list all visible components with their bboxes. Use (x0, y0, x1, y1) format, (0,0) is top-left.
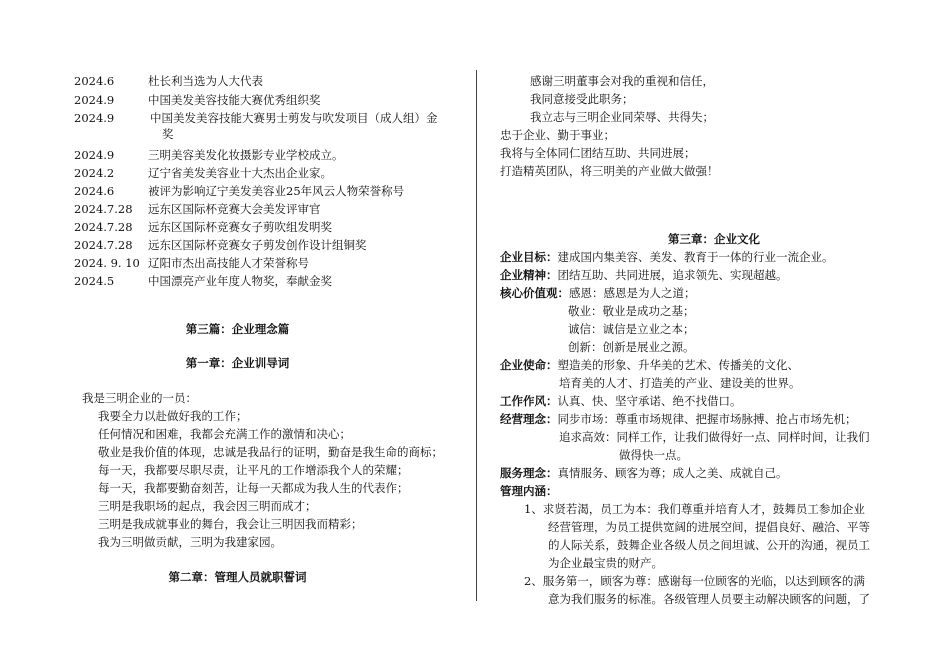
style-text: 认真、快、坚守承诺、绝不找借口。 (557, 394, 742, 408)
motto-line: 我为三明做贡献，三明为我建家园。 (98, 535, 282, 549)
biz-line: 追求高效：同样工作，让我们做得好一点、同样时间，让我们 (559, 430, 870, 444)
value-item: 感恩：感恩是为人之道； (569, 286, 696, 300)
motto-line: 三明是我成就事业的舞台，我会让三明因我而精彩； (98, 517, 363, 531)
oath-line: 打造精英团队，将三明美的产业做大做强！ (500, 164, 719, 178)
mission-label: 企业使命： (500, 358, 558, 372)
mission-line: 塑造美的形象、升华美的艺术、传播美的文化、 (557, 358, 799, 372)
timeline-date: 2024.7.28 (74, 220, 133, 234)
timeline-event: 辽阳市杰出高技能人才荣誉称号 (148, 256, 309, 270)
timeline-date: 2024.9 (74, 148, 115, 162)
goal-text: 建成国内集美容、美发、教育于一体的行业一流企业。 (557, 250, 834, 264)
timeline-date: 2024.5 (74, 274, 115, 288)
value-item: 诚信：诚信是立业之本； (568, 322, 695, 336)
service-text: 真情服务、顾客为尊；成人之美、成就自己。 (557, 466, 788, 480)
timeline-date: 2024. 9. 10 (74, 256, 140, 270)
timeline-event-cont: 奖 (162, 127, 174, 141)
style-row (500, 392, 742, 410)
spirit-label: 企业精神： (500, 268, 558, 282)
mgmt-row (500, 482, 558, 500)
motto-line: 敬业是我价值的体现，忠诚是我品行的证明，勤奋是我生命的商标； (98, 445, 443, 459)
mission-row (500, 356, 799, 374)
motto-line: 每一天，我都要勤奋刻苦，让每一天都成为我人生的代表作； (98, 481, 409, 495)
chapter-2-title: 第二章：管理人员就职誓词 (168, 570, 307, 584)
timeline-event: 远东区国际杯竞赛女子剪吹组发明奖 (148, 220, 332, 234)
oath-line: 感谢三明董事会对我的重视和信任， (530, 74, 714, 88)
service-row (500, 464, 788, 482)
mgmt-line: 意为我们服务的标准。各级管理人员要主动解决顾客的问题，了 (548, 592, 870, 606)
mgmt-line: 为企业最宝贵的财产。 (548, 556, 663, 570)
goal-label: 企业目标： (500, 250, 558, 264)
mgmt-line: 的人际关系，鼓舞企业各级人员之间坦诚、公开的沟通，视员工 (548, 538, 870, 552)
part-title: 第三篇：企业理念篇 (185, 322, 290, 336)
timeline-event: 远东区国际杯竞赛女子剪发创作设计组铜奖 (148, 238, 367, 252)
motto-line: 三明是我职场的起点，我会因三明而成才； (98, 499, 317, 513)
timeline-event: 被评为影响辽宁美发美容业25年风云人物荣誉称号 (148, 184, 405, 198)
timeline-event: 远东区国际杯竞赛大会美发评审官 (148, 202, 321, 216)
motto-line: 任何情况和困难，我都会充满工作的激情和决心； (98, 427, 351, 441)
biz-row (500, 410, 857, 428)
mgmt-label: 管理内涵： (500, 484, 558, 498)
timeline-date: 2024.6 (74, 74, 115, 88)
timeline-date: 2024.2 (74, 166, 115, 180)
biz-line: 同步市场：尊重市场规律、把握市场脉搏、抢占市场先机； (557, 412, 857, 426)
timeline-date: 2024.9 (74, 93, 115, 107)
timeline-event: 中国美发美容技能大赛男士剪发与吹发项目（成人组）金 (150, 111, 438, 125)
value-item: 敬业：敬业是成功之基； (568, 304, 695, 318)
oath-line: 我立志与三明企业同荣辱、共得失； (530, 110, 714, 124)
mission-line: 培育美的人才、打造美的产业、建设美的世界。 (559, 376, 801, 390)
goal-row (500, 248, 834, 266)
mgmt-line: 2、服务第一，顾客为尊：感谢每一位顾客的光临，以达到顾客的满 (524, 574, 865, 588)
timeline-event: 辽宁省美发美容业十大杰出企业家。 (148, 166, 332, 180)
timeline-event: 中国漂亮产业年度人物奖，奉献金奖 (148, 274, 332, 288)
biz-line: 做得快一点。 (619, 448, 688, 462)
spirit-row (500, 266, 788, 284)
motto-line: 我要全力以赴做好我的工作； (98, 409, 248, 423)
timeline-event: 三明美容美发化妆摄影专业学校成立。 (148, 148, 344, 162)
service-label: 服务理念： (500, 466, 558, 480)
timeline-date: 2024.7.28 (74, 202, 133, 216)
mgmt-line: 1、求贤若渴，员工为本：我们尊重并培育人才，鼓舞员工参加企业 (524, 502, 865, 516)
value-item: 创新：创新是展业之源。 (568, 340, 695, 354)
timeline-event: 中国美发美容技能大赛优秀组织奖 (148, 93, 321, 107)
oath-line: 我将与全体同仁团结互助、共同进展； (500, 146, 696, 160)
oath-line: 我同意接受此职务； (530, 92, 634, 106)
values-row (500, 284, 696, 302)
biz-label: 经营理念： (500, 412, 558, 426)
mgmt-line: 经营管理，为员工提供宽阔的进展空间，提倡良好、融洽、平等 (548, 520, 870, 534)
chapter-3-title: 第三章：企业文化 (668, 232, 760, 246)
timeline-date: 2024.9 (74, 111, 115, 125)
motto-line: 我是三明企业的一员： (82, 391, 197, 405)
motto-line: 每一天，我都要尽职尽责，让平凡的工作增添我个人的荣耀； (98, 463, 409, 477)
oath-line: 忠于企业、勤于事业； (500, 128, 615, 142)
values-label: 核心价值观： (500, 286, 569, 300)
style-label: 工作作风： (500, 394, 558, 408)
timeline-date: 2024.7.28 (74, 238, 133, 252)
timeline-event: 杜长利当选为人大代表 (148, 74, 263, 88)
spirit-text: 团结互助、共同进展，追求领先、实现超越。 (557, 268, 788, 282)
page-divider (476, 70, 477, 601)
timeline-date: 2024.6 (74, 184, 115, 198)
chapter-1-title: 第一章：企业训导词 (185, 356, 290, 370)
